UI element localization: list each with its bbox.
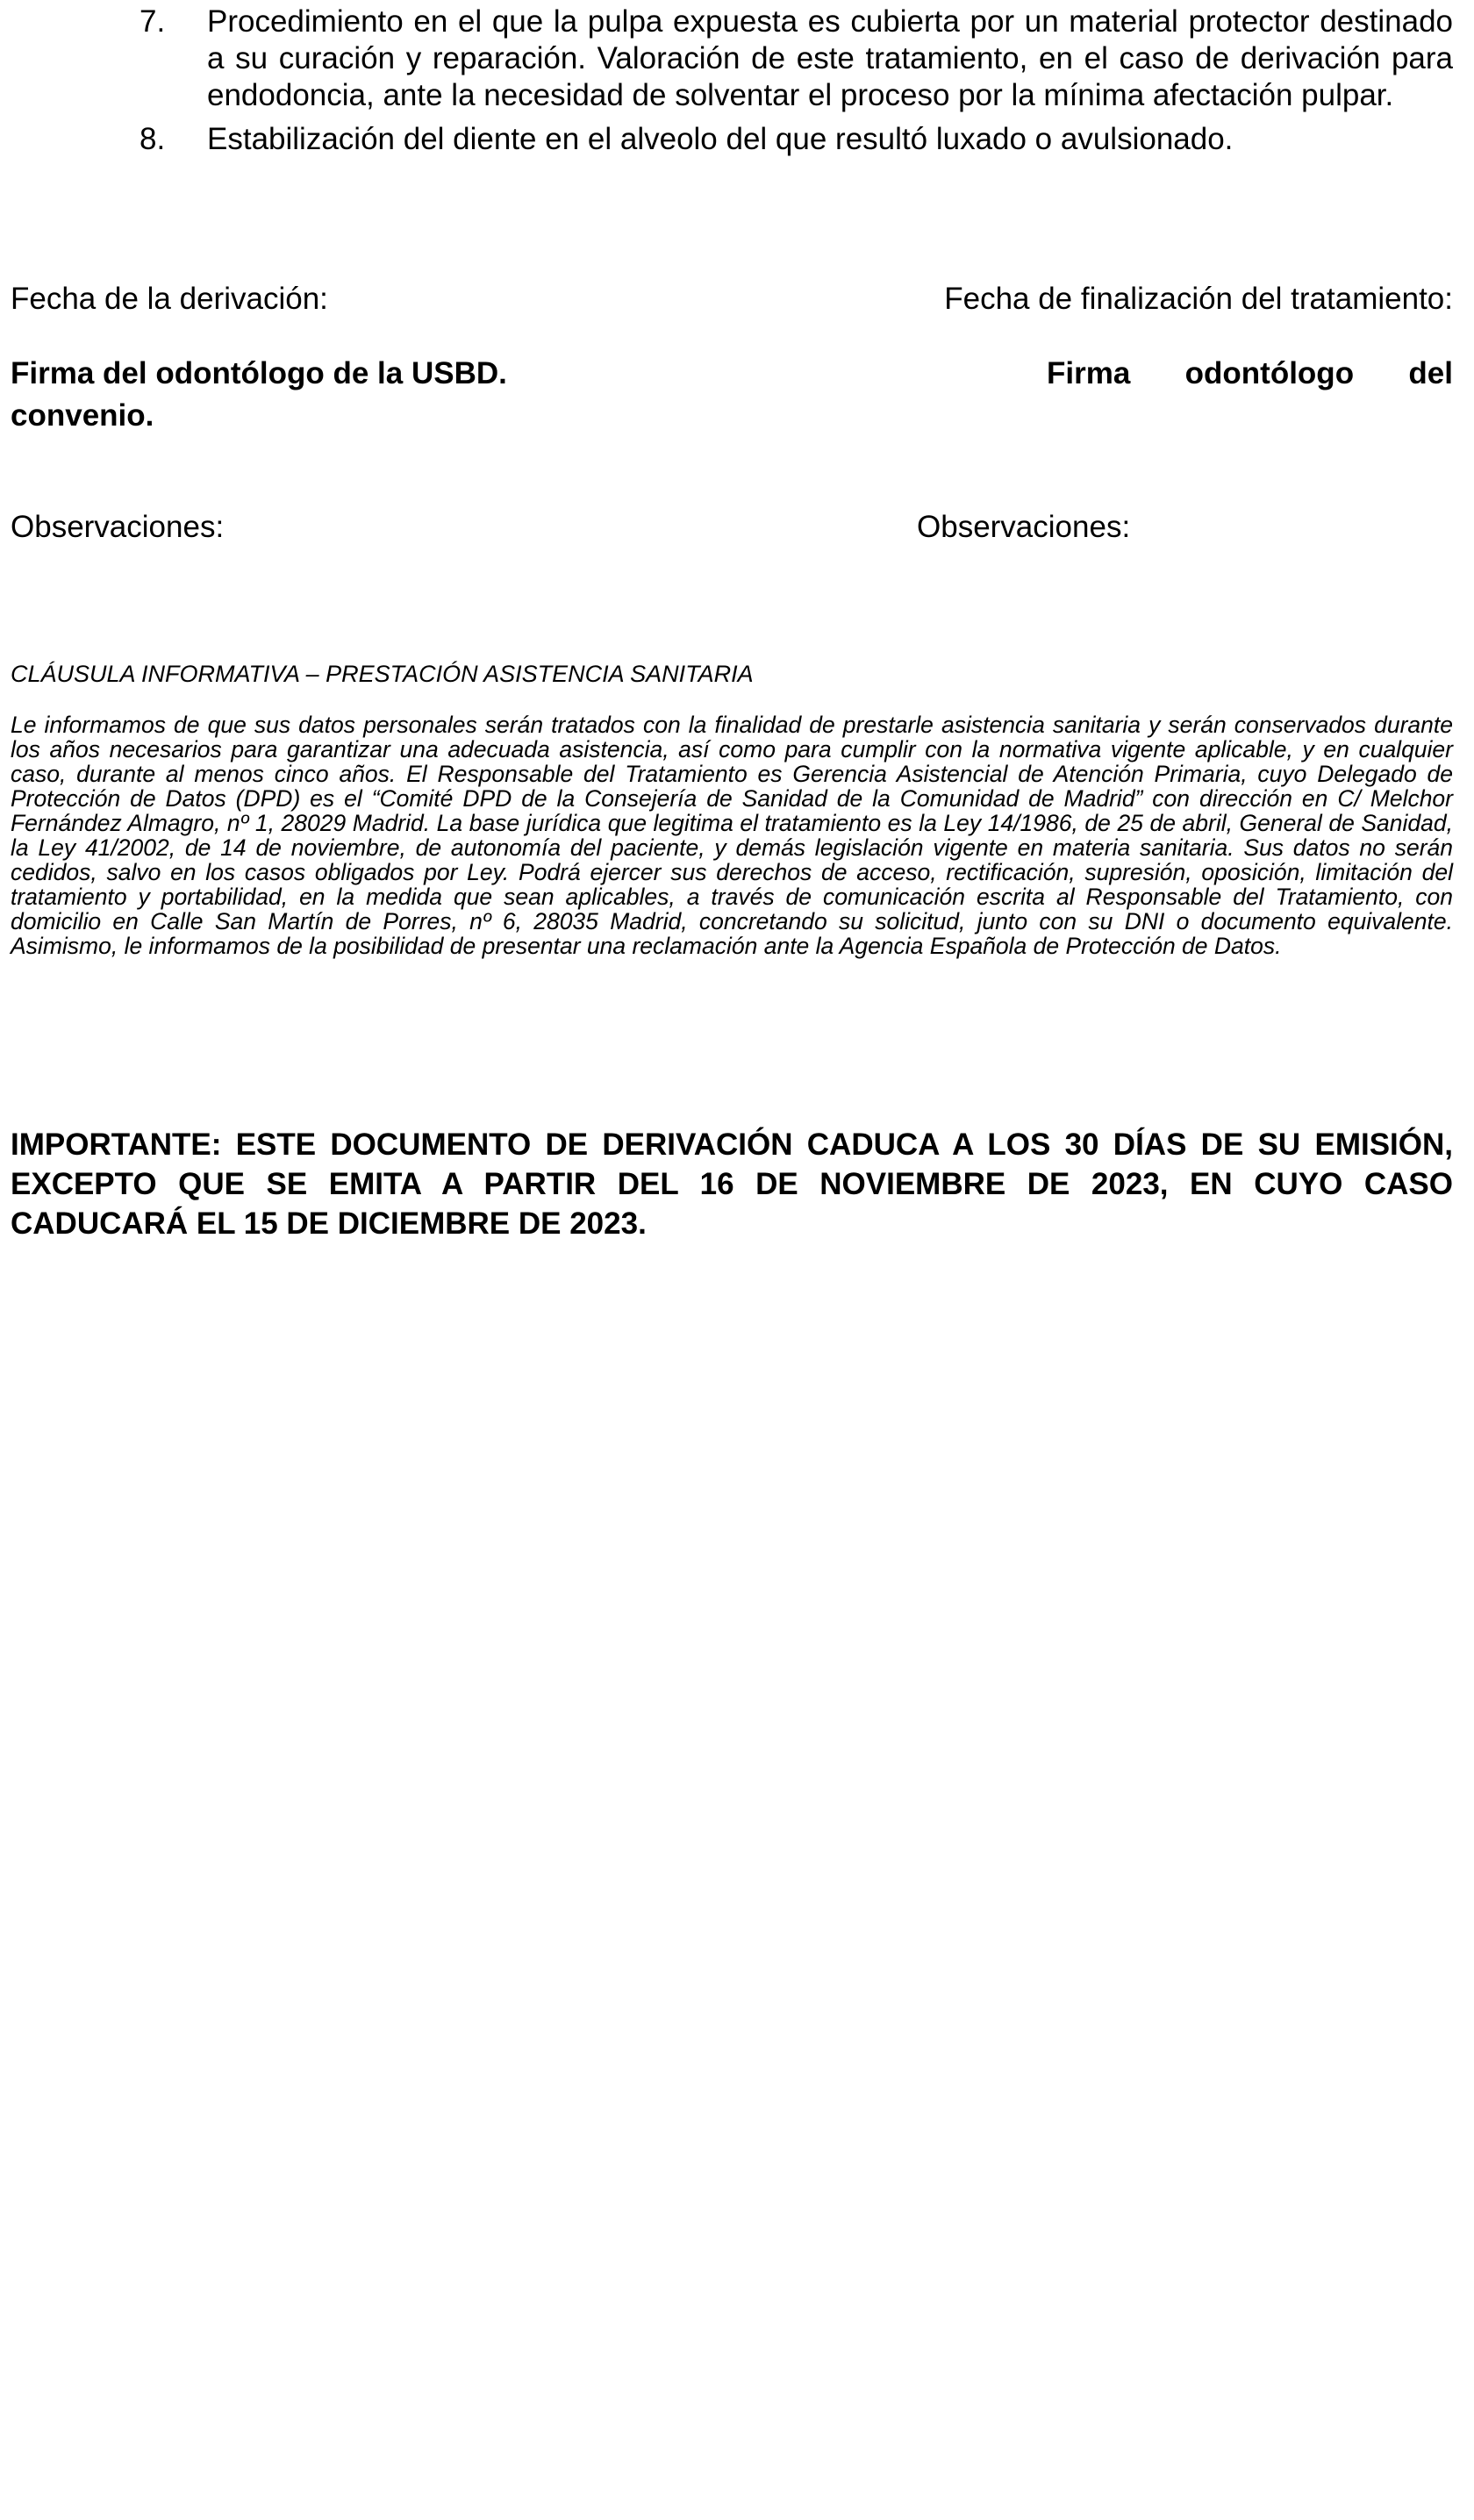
clause-title: CLÁUSULA INFORMATIVA – PRESTACIÓN ASISTENCIA SANITARIA [11,661,754,687]
agreement-signature-continuation: convenio. [11,398,154,433]
treatment-end-date-label: Fecha de finalización del tratamiento: [944,282,1453,316]
agreement-signature-word: del [1408,356,1453,390]
usbd-signature-block [11,353,625,437]
numbered-list [0,4,1474,158]
observations-right-label: Observaciones: [917,510,1131,544]
important-notice: IMPORTANTE: ESTE DOCUMENTO DE DERIVACIÓN CADUCA A LOS 30 DÍAS DE SU EMISIÓN, EXCEPTO QUE SE EMITA A PARTIR DEL 16 DE NOVIEMBRE DE 2023, EN CUYO CASO CADUCARÁ EL 15 DE DICIEMBRE DE 2023. [11,1128,1453,1241]
agreement-signature-word: odontólogo [1184,356,1355,390]
list-item-number: 8. [140,122,166,156]
observations-left-label: Observaciones: [11,510,225,544]
list-item-text: Procedimiento en el que la pulpa expuesta es cubierta por un material protector destinado a su curación y reparación. Valoración de este tratamiento, en el caso de derivación para endodoncia, ante la necesidad de solventar el proceso por la mínima afectación pulpar. [207,4,1453,112]
list-item [0,4,1474,114]
list-item-number: 7. [140,4,166,39]
agreement-signature-word: Firma [1047,356,1131,390]
agreement-signature-label [1047,353,1453,395]
clause-body: Le informamos de que sus datos personales serán tratados con la finalidad de prestarle asistencia sanitaria y serán conservados durante los años necesarios para garantizar una adecuada asistencia, así como para cumplir con la normativa vigente aplicable, y en cualquier caso, durante al menos cinco años. El Responsable del Tratamiento es Gerencia Asistencial de Atención Primaria, cuyo Delegado de Protección de Datos (DPD) es el “Comité DPD de la Consejería de Sanidad de la Comunidad de Madrid” con dirección en C/ Melchor Fernández Almagro, nº 1, 28029 Madrid. La base jurídica que legitima el tratamiento es la Ley 14/1986, de 25 de abril, General de Sanidad, la Ley 41/2002, de 14 de noviembre, de autonomía del paciente, y demás legislación vigente en materia sanitaria. Sus datos no serán cedidos, salvo en los casos obligados por Ley. Podrá ejercer sus derechos de acceso, rectificación, supresión, oposición, limitación del tratamiento y portabilidad, en la medida que sean aplicables, a través de comunicación escrita al Responsable del Tratamiento, con domicilio en Calle San Martín de Porres, nº 6, 28035 Madrid, concretando su solicitud, junto con su DNI o documento equivalente. Asimismo, le informamos de la posibilidad de presentar una reclamación ante la Agencia Española de Protección de Datos. [11,712,1453,959]
list-item-text: Estabilización del diente en el alveolo del que resultó luxado o avulsionado. [207,122,1234,156]
list-item [0,121,1474,158]
usbd-signature-label: Firma del odontólogo de la USBD. [11,356,507,390]
referral-date-label: Fecha de la derivación: [11,282,328,316]
